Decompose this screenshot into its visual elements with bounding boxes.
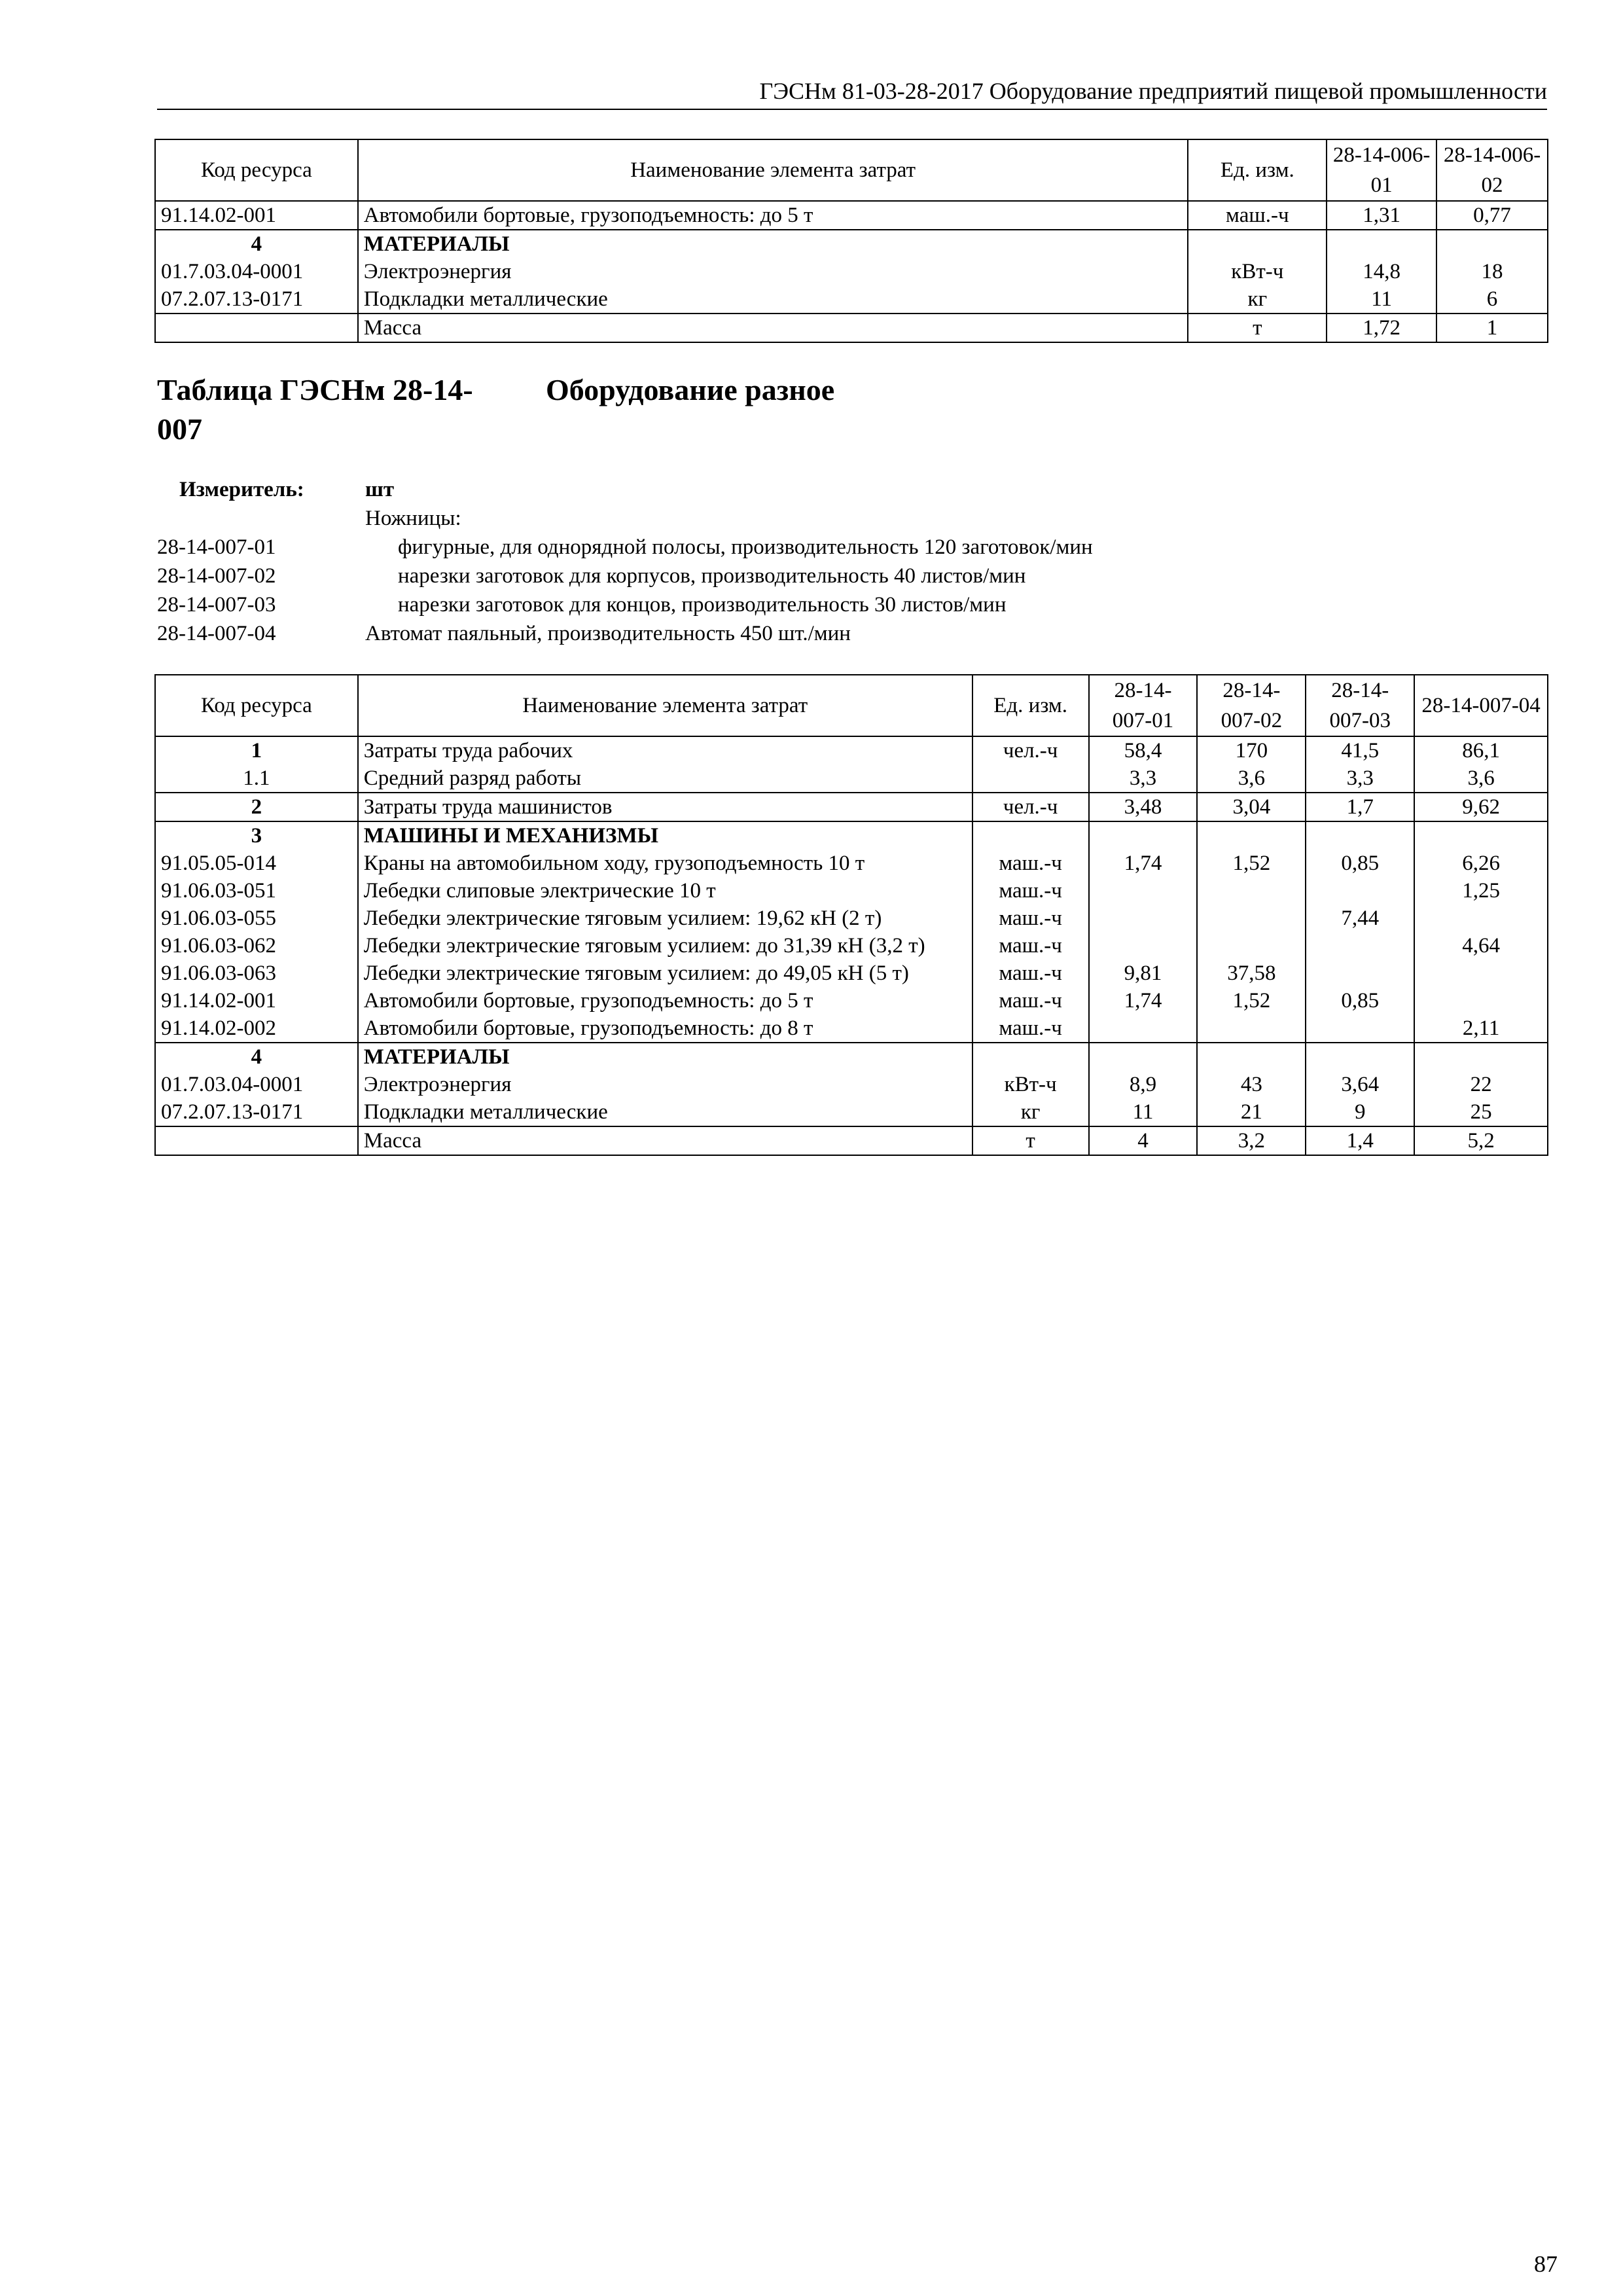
cell-value: 1,25 [1414, 877, 1548, 905]
cell-unit [972, 1043, 1089, 1071]
section-title-number-cont: 007 [157, 412, 202, 446]
cell-unit [1188, 230, 1327, 258]
cell-value [1089, 932, 1198, 960]
item-text: нарезки заготовок для концов, производительность 30 листов/мин [398, 593, 1007, 617]
header-name: Наименование элемента затрат [358, 139, 1188, 201]
cell-unit [972, 821, 1089, 850]
cell-unit: маш.-ч [972, 877, 1089, 905]
cell-value [1089, 1043, 1198, 1071]
cell-value: 1,7 [1306, 793, 1414, 821]
cell-value [1197, 821, 1306, 850]
cell-code [155, 314, 358, 342]
header-unit: Ед. изм. [972, 675, 1089, 736]
item-code: 28-14-007-02 [157, 564, 276, 588]
table-row [155, 1014, 1548, 1043]
table-header-row [155, 675, 1548, 736]
cell-value: 1,31 [1327, 201, 1436, 230]
cell-value [1327, 230, 1436, 258]
cell-value: 41,5 [1306, 736, 1414, 764]
measure-unit: шт [365, 478, 395, 501]
cell-unit [972, 764, 1089, 793]
table-row [155, 314, 1548, 342]
cell-value [1306, 821, 1414, 850]
cell-value: 21 [1197, 1098, 1306, 1126]
cell-code [155, 1126, 358, 1155]
header-unit: Ед. изм. [1188, 139, 1327, 201]
cell-unit: чел.-ч [972, 736, 1089, 764]
cell-unit: маш.-ч [972, 960, 1089, 987]
cell-name: Лебедки слиповые электрические 10 т [358, 877, 972, 905]
cell-unit: маш.-ч [972, 850, 1089, 877]
page-number: 87 [1534, 2251, 1558, 2277]
cell-value: 9,62 [1414, 793, 1548, 821]
cell-unit: кг [972, 1098, 1089, 1126]
table-row [155, 905, 1548, 932]
cell-value [1089, 1014, 1198, 1043]
cell-unit: кВт-ч [1188, 258, 1327, 285]
cell-value: 7,44 [1306, 905, 1414, 932]
cell-value [1306, 877, 1414, 905]
cell-value: 9 [1306, 1098, 1414, 1126]
table-row [155, 960, 1548, 987]
cell-name: Лебедки электрические тяговым усилием: до 49,05 кН (5 т) [358, 960, 972, 987]
cell-value: 3,6 [1197, 764, 1306, 793]
cell-value: 22 [1414, 1071, 1548, 1098]
cell-value [1089, 905, 1198, 932]
cell-code: 91.06.03-062 [155, 932, 358, 960]
cell-code: 91.06.03-055 [155, 905, 358, 932]
header-col4: 28-14-007-04 [1414, 675, 1548, 736]
cell-unit: т [1188, 314, 1327, 342]
cell-code: 91.14.02-001 [155, 987, 358, 1014]
cell-value: 3,64 [1306, 1071, 1414, 1098]
cell-unit: кг [1188, 285, 1327, 314]
item-code: 28-14-007-04 [157, 622, 276, 645]
cell-value: 3,04 [1197, 793, 1306, 821]
table-row [155, 877, 1548, 905]
header-code: Код ресурса [155, 139, 358, 201]
table-row [155, 793, 1548, 821]
table-row [155, 1071, 1548, 1098]
cell-value [1089, 821, 1198, 850]
cell-value: 9,81 [1089, 960, 1198, 987]
cell-name: Средний разряд работы [358, 764, 972, 793]
cell-value: 1,74 [1089, 850, 1198, 877]
table-row [155, 764, 1548, 793]
cell-value: 1,72 [1327, 314, 1436, 342]
table-row [155, 1098, 1548, 1126]
table-row [155, 285, 1548, 314]
cell-name: Электроэнергия [358, 1071, 972, 1098]
table-row [155, 230, 1548, 258]
header-col2: 28-14-006-02 [1436, 139, 1548, 201]
cell-name: Краны на автомобильном ходу, грузоподъемность 10 т [358, 850, 972, 877]
cell-code: 4 [155, 230, 358, 258]
cell-value: 1,52 [1197, 850, 1306, 877]
cell-value [1089, 877, 1198, 905]
cell-code: 4 [155, 1043, 358, 1071]
cell-value: 0,85 [1306, 850, 1414, 877]
cell-value [1414, 905, 1548, 932]
cell-value: 58,4 [1089, 736, 1198, 764]
table-header-row [155, 139, 1548, 201]
header-title: ГЭСНм 81-03-28-2017 Оборудование предприятий пищевой промышленности [759, 78, 1547, 104]
cell-name: Лебедки электрические тяговым усилием: 19,62 кН (2 т) [358, 905, 972, 932]
cell-unit: кВт-ч [972, 1071, 1089, 1098]
item-code: 28-14-007-01 [157, 535, 276, 559]
cell-value [1197, 905, 1306, 932]
table-body [155, 736, 1548, 1155]
cell-code: 91.06.03-051 [155, 877, 358, 905]
header-code: Код ресурса [155, 675, 358, 736]
cell-name: Подкладки металлические [358, 285, 1188, 314]
cell-code: 91.14.02-002 [155, 1014, 358, 1043]
cell-value [1436, 230, 1548, 258]
table-row [155, 736, 1548, 764]
cell-value [1414, 987, 1548, 1014]
table-row [155, 821, 1548, 850]
cell-value: 18 [1436, 258, 1548, 285]
cell-name: Затраты труда рабочих [358, 736, 972, 764]
cell-value: 3,48 [1089, 793, 1198, 821]
cell-code: 1 [155, 736, 358, 764]
section-title-name: Оборудование разное [546, 373, 835, 406]
cell-name: Электроэнергия [358, 258, 1188, 285]
cell-value: 2,11 [1414, 1014, 1548, 1043]
header-col3: 28-14-007-03 [1306, 675, 1414, 736]
cell-value: 3,6 [1414, 764, 1548, 793]
item-code: 28-14-007-03 [157, 593, 276, 617]
cell-code: 07.2.07.13-0171 [155, 285, 358, 314]
cell-unit: чел.-ч [972, 793, 1089, 821]
cell-value: 1,4 [1306, 1126, 1414, 1155]
cell-unit: маш.-ч [972, 932, 1089, 960]
cell-value [1197, 1043, 1306, 1071]
cell-name: Лебедки электрические тяговым усилием: до 31,39 кН (3,2 т) [358, 932, 972, 960]
cell-value: 11 [1327, 285, 1436, 314]
section-title [157, 370, 834, 449]
table-row [155, 932, 1548, 960]
cell-name: Затраты труда машинистов [358, 793, 972, 821]
cell-value [1414, 821, 1548, 850]
measure-group: Ножницы: [365, 507, 461, 530]
cell-code: 01.7.03.04-0001 [155, 1071, 358, 1098]
cell-value: 0,85 [1306, 987, 1414, 1014]
measure-label: Измеритель: [179, 478, 304, 501]
cell-name: Масса [358, 1126, 972, 1155]
cell-value: 43 [1197, 1071, 1306, 1098]
cell-value: 4,64 [1414, 932, 1548, 960]
table-row [155, 850, 1548, 877]
table-row [155, 1043, 1548, 1071]
item-text: нарезки заготовок для корпусов, производительность 40 листов/мин [398, 564, 1026, 588]
cell-value [1306, 1043, 1414, 1071]
cell-value [1414, 1043, 1548, 1071]
cell-value: 6 [1436, 285, 1548, 314]
cell-code: 91.14.02-001 [155, 201, 358, 230]
cell-value: 25 [1414, 1098, 1548, 1126]
cell-value: 4 [1089, 1126, 1198, 1155]
table-28-14-006-continuation [154, 139, 1548, 343]
table-row [155, 987, 1548, 1014]
cell-name: МАТЕРИАЛЫ [358, 230, 1188, 258]
cell-value: 1,52 [1197, 987, 1306, 1014]
cell-unit: т [972, 1126, 1089, 1155]
cell-value [1306, 960, 1414, 987]
cell-code: 07.2.07.13-0171 [155, 1098, 358, 1126]
cell-name: Подкладки металлические [358, 1098, 972, 1126]
cell-unit: маш.-ч [972, 905, 1089, 932]
cell-value [1197, 1014, 1306, 1043]
item-text: фигурные, для однорядной полосы, производительность 120 заготовок/мин [398, 535, 1093, 559]
cell-value: 1 [1436, 314, 1548, 342]
cell-code: 3 [155, 821, 358, 850]
cell-value [1414, 960, 1548, 987]
cell-name: Масса [358, 314, 1188, 342]
section-title-number: Таблица ГЭСНм 28-14- [157, 373, 473, 406]
cell-value: 170 [1197, 736, 1306, 764]
item-text: Автомат паяльный, производительность 450 шт./мин [365, 622, 851, 645]
table-row [155, 201, 1548, 230]
cell-value: 3,2 [1197, 1126, 1306, 1155]
cell-value [1306, 932, 1414, 960]
cell-value: 3,3 [1089, 764, 1198, 793]
cell-value [1306, 1014, 1414, 1043]
header-name: Наименование элемента затрат [358, 675, 972, 736]
cell-value: 37,58 [1197, 960, 1306, 987]
cell-unit: маш.-ч [972, 1014, 1089, 1043]
cell-unit: маш.-ч [972, 987, 1089, 1014]
cell-value [1197, 877, 1306, 905]
cell-name: МАШИНЫ И МЕХАНИЗМЫ [358, 821, 972, 850]
header-col1: 28-14-007-01 [1089, 675, 1198, 736]
cell-name: Автомобили бортовые, грузоподъемность: до 5 т [358, 201, 1188, 230]
table-row [155, 1126, 1548, 1155]
cell-unit: маш.-ч [1188, 201, 1327, 230]
cell-value: 1,74 [1089, 987, 1198, 1014]
cell-code: 2 [155, 793, 358, 821]
header-col2: 28-14-007-02 [1197, 675, 1306, 736]
cell-value: 8,9 [1089, 1071, 1198, 1098]
cell-value: 3,3 [1306, 764, 1414, 793]
cell-code: 1.1 [155, 764, 358, 793]
cell-name: Автомобили бортовые, грузоподъемность: до 8 т [358, 1014, 972, 1043]
cell-value: 6,26 [1414, 850, 1548, 877]
cell-value: 5,2 [1414, 1126, 1548, 1155]
cell-code: 01.7.03.04-0001 [155, 258, 358, 285]
cell-name: МАТЕРИАЛЫ [358, 1043, 972, 1071]
cell-name: Автомобили бортовые, грузоподъемность: до 5 т [358, 987, 972, 1014]
cell-value: 14,8 [1327, 258, 1436, 285]
cell-code: 91.05.05-014 [155, 850, 358, 877]
cell-value: 11 [1089, 1098, 1198, 1126]
cell-value: 86,1 [1414, 736, 1548, 764]
cell-value: 0,77 [1436, 201, 1548, 230]
table-row [155, 258, 1548, 285]
table-28-14-007 [154, 674, 1548, 1156]
running-header [157, 71, 1547, 110]
cell-value [1197, 932, 1306, 960]
header-col1: 28-14-006-01 [1327, 139, 1436, 201]
cell-code: 91.06.03-063 [155, 960, 358, 987]
